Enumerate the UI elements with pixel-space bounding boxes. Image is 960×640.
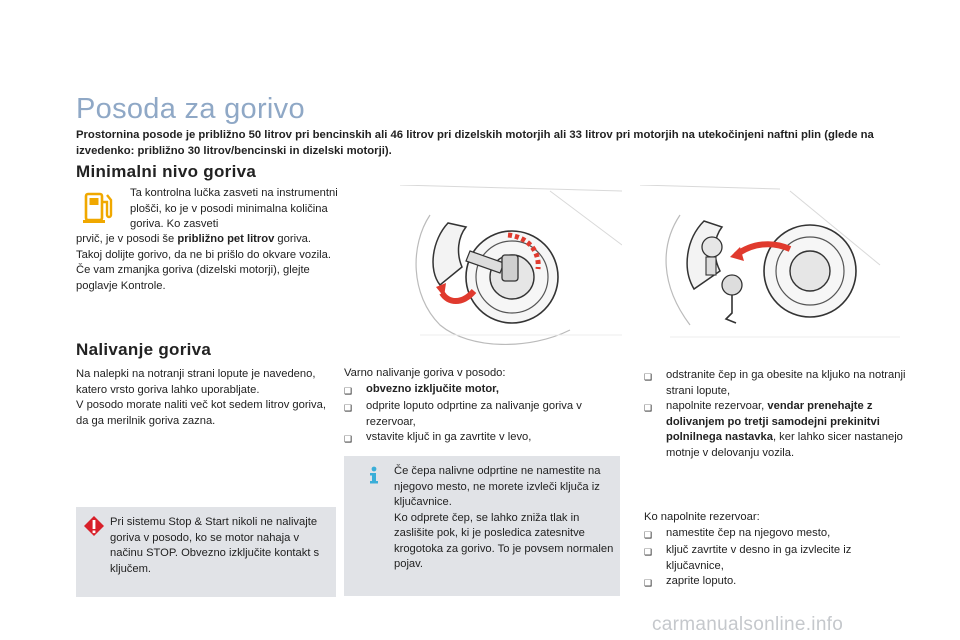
list-item (644, 399, 910, 461)
minimal-p4: Če vam zmanjka goriva (dizelski motorji), glejte poglavje Kontrole. (76, 264, 310, 292)
safe-refueling-lead: Varno nalivanje goriva v posodo: (344, 367, 506, 379)
square-bullet-icon: ❑ (644, 372, 653, 382)
minimal-p3: Takoj dolijte gorivo, da ne bi prišlo do okvare vozila. (76, 248, 331, 261)
square-bullet-icon: ❑ (644, 578, 653, 588)
list-item (644, 543, 910, 574)
watermark: carmanualsonline.info (652, 614, 844, 635)
list-item (344, 399, 624, 430)
list-item (644, 574, 910, 592)
list-item-bold: obvezno izključite motor, (366, 382, 500, 395)
page-title: Posoda za gorivo (76, 93, 305, 125)
list-item (344, 430, 624, 448)
heading-minimal-level: Minimalni nivo goriva (76, 162, 257, 181)
list-item-text: , ker lahko sicer nastanejo motnje v delovanju vozila. (666, 431, 903, 459)
refueling-text (76, 367, 340, 429)
fuel-pump-icon (80, 188, 116, 228)
list-item-text: napolnite rezervoar, (666, 400, 768, 412)
heading-refueling: Nalivanje goriva (76, 340, 212, 359)
minimal-p2-post: goriva. (274, 233, 312, 245)
list-item-text: zaprite loputo. (666, 575, 737, 587)
list-item-text: odprite loputo odprtine za nalivanje goriva v rezervoar, (366, 400, 582, 428)
list-item-text: ključ zavrtite v desno in ga izvlecite iz ključavnice, (666, 544, 852, 572)
square-bullet-icon: ❑ (644, 529, 653, 540)
after-refueling-lead: Ko napolnite rezervoar: (644, 511, 760, 523)
list-item (644, 526, 910, 544)
minimal-p2-bold: približno pet litrov (177, 233, 275, 245)
square-bullet-icon: ❑ (344, 434, 353, 444)
square-bullet-icon: ❑ (344, 403, 353, 413)
minimal-level-paragraph-2 (76, 232, 340, 294)
minimal-p2-pre: prvič, je v posodi še (76, 233, 178, 245)
warning-text: Pri sistemu Stop & Start nikoli ne nalivajte goriva v posodo, ko se motor nahaja v načinu STOP. Obvezno izključite kontakt s ključem. (110, 516, 320, 575)
intro-text: Prostornina posode je približno 50 litrov pri bencinskih ali 46 litrov pri dizelskih motorjih ali 33 litrov pri motorjih na utekočinjeni naftni plin (glede na izvedenko: približno 30 litrov/bencinski in dizelski motorji). (76, 129, 874, 157)
list-item-text: vstavite ključ in ga zavrtite v levo, (366, 431, 532, 443)
list-item-bold: vendar prenehajte z dolivanjem po tretji samodejni prekinitvi polnilnega nastavka (666, 400, 880, 443)
list-item (644, 368, 910, 399)
after-refueling-list (644, 510, 910, 592)
info-icon (366, 466, 382, 484)
square-bullet-icon: ❑ (644, 547, 653, 557)
refueling-p1: Na nalepki na notranji strani lopute je navedeno, katero vrsto goriva lahko uporabljate. (76, 368, 316, 396)
refueling-steps-list (644, 368, 910, 461)
list-item-text: namestite čep na njegovo mesto, (666, 526, 831, 539)
warning-exclamation-icon (83, 515, 105, 537)
safe-refueling-list (344, 366, 624, 448)
fuel-cap-key-illustration (400, 185, 622, 355)
list-item (344, 382, 624, 400)
square-bullet-icon: ❑ (644, 403, 653, 413)
minimal-level-paragraph-1: Ta kontrolna lučka zasveti na instrumentni plošči, ko je v posodi minimalna količina goriva. Ko zasveti (130, 187, 338, 230)
refueling-p2: V posodo morate naliti več kot sedem litrov goriva, da ga merilnik goriva zazna. (76, 399, 326, 427)
fuel-cap-hook-illustration (640, 185, 920, 355)
list-item-text: odstranite čep in ga obesite na kljuko na notranji strani lopute, (666, 369, 906, 397)
info-text: Če čepa nalivne odprtine ne namestite na njegovo mesto, ne morete izvleči ključa iz ključavnice. Ko odprete čep, se lahko zniža tlak in zaslišite pok, ki je posledica zatesnitve krogotoka za gorivo. To je povsem normalen pojav. (394, 465, 614, 570)
square-bullet-icon: ❑ (344, 385, 353, 396)
